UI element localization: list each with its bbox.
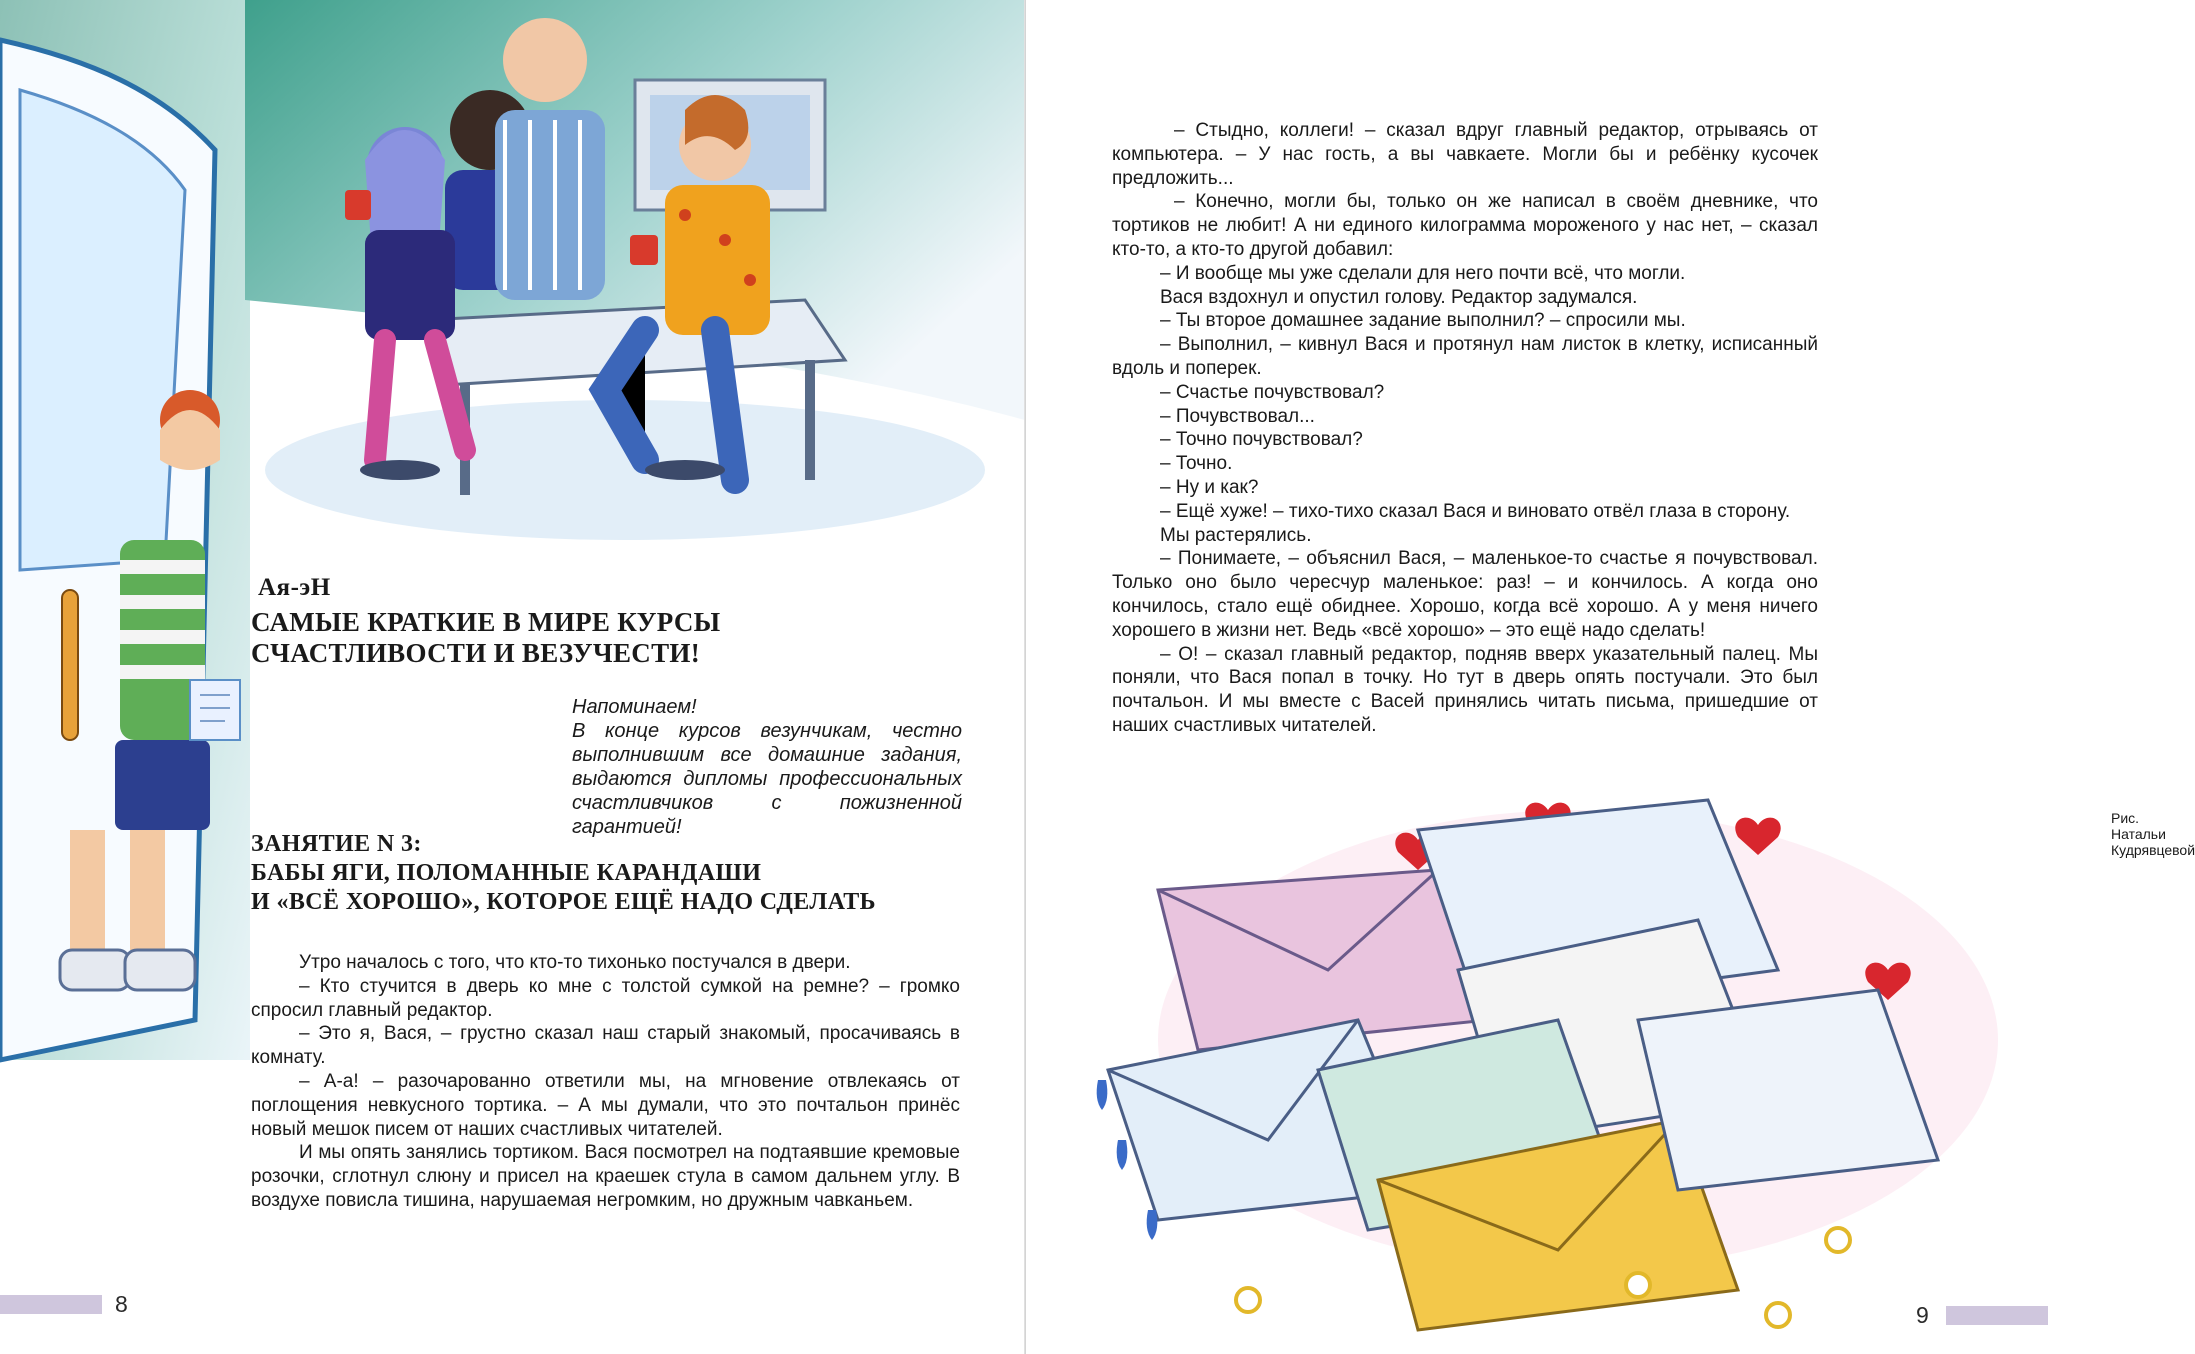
- story-paragraph: – Счастье почувствовал?: [1160, 381, 1385, 403]
- story-paragraph: – Конечно, могли бы, только он же написал в своём дневнике, что тортиков не любит! А ни единого килограмма мороженого у нас нет, – сказал кто-то, а кто-то другой добавил:: [1112, 191, 1818, 260]
- lesson-heading-line: ЗАНЯТИЕ N 3:: [251, 831, 422, 857]
- letters-illustration: [1078, 770, 2023, 1354]
- story-paragraph: Мы растерялись.: [1160, 524, 1312, 546]
- lesson-heading: [251, 830, 931, 917]
- author-name: Ая-эН: [258, 574, 331, 601]
- story-paragraph: – А-а! – разочарованно ответили мы, на мгновение отвлекаясь от поглощения невкусного тортика. – А мы думали, что это почтальон принёс новый мешок писем от наших счастливых читателей.: [251, 1070, 960, 1140]
- story-paragraph: – Ещё хуже! – тихо-тихо сказал Вася и виновато отвёл глаза в сторону.: [1160, 500, 1791, 522]
- lesson-heading-line: И «ВСЁ ХОРОШО», КОТОРОЕ ЕЩЁ НАДО СДЕЛАТЬ: [251, 889, 876, 915]
- lesson-heading-line: БАБЫ ЯГИ, ПОЛОМАННЫЕ КАРАНДАШИ: [251, 860, 762, 886]
- page-accent-bar: [1946, 1306, 2048, 1325]
- reminder-heading: Напоминаем!: [572, 696, 697, 718]
- door-boy-illustration: [0, 0, 250, 1060]
- right-story-text: [1112, 119, 1818, 738]
- left-story-text: [251, 951, 960, 1213]
- story-paragraph: – Кто стучится в дверь ко мне с толстой сумкой на ремне? – громко спросил главный редактор.: [251, 975, 960, 1021]
- left-page: [0, 0, 1026, 1354]
- story-paragraph: – Это я, Вася, – грустно сказал наш старый знакомый, просачиваясь в комнату.: [251, 1023, 960, 1069]
- story-paragraph: И мы опять занялись тортиком. Вася посмотрел на подтаявшие кремовые розочки, сглотнул слюну и присел на краешек стула в самом дальнем углу. В воздухе повисла тишина, нарушаемая негромким, но дружным чавканьем.: [251, 1142, 960, 1211]
- page-number: 9: [1916, 1302, 1929, 1328]
- page-accent-bar: [0, 1295, 102, 1314]
- story-paragraph: – Стыдно, коллеги! – сказал вдруг главный редактор, отрываясь от компьютера. – У нас гость, а вы чавкаете. Могли бы и ребёнку кусочек предложить...: [1112, 120, 1818, 189]
- story-paragraph: Вася вздохнул и опустил голову. Редактор задумался.: [1160, 286, 1638, 308]
- page-number: 8: [115, 1291, 128, 1317]
- reminder-note: [572, 695, 962, 839]
- story-paragraph: – О! – сказал главный редактор, подняв вверх указательный палец. Мы поняли, что Вася попал в точку. Но тут в дверь опять постучали. Это был почтальон. И мы вместе с Васей принялись читать письма, пришедшие от наших счастливых читателей.: [1112, 643, 1818, 736]
- story-paragraph: Утро началось с того, что кто-то тихонько постучался в двери.: [299, 952, 851, 973]
- title-line: САМЫЕ КРАТКИЕ В МИРЕ КУРСЫ: [251, 607, 721, 637]
- story-paragraph: – И вообще мы уже сделали для него почти всё, что могли.: [1160, 262, 1686, 284]
- story-paragraph: – Точно.: [1160, 453, 1233, 475]
- story-paragraph: – Почувствовал...: [1160, 405, 1315, 427]
- story-paragraph: – Ну и как?: [1160, 476, 1259, 498]
- reminder-body: В конце курсов везунчикам, честно выполнившим все домашние задания, выдаются дипломы профессиональных счастливчиков с пожизненной гарантией!: [572, 720, 962, 838]
- story-paragraph: – Выполнил, – кивнул Вася и протянул нам листок в клетку, исписанный вдоль и поперек.: [1112, 334, 1818, 379]
- title-line: СЧАСТЛИВОСТИ И ВЕЗУЧЕСТИ!: [251, 638, 700, 668]
- illustration-credit: Рис. Натальи Кудрявцевой: [2111, 810, 2195, 858]
- story-paragraph: – Ты второе домашнее задание выполнил? – спросили мы.: [1160, 310, 1686, 332]
- article-title: [251, 607, 871, 669]
- story-paragraph: – Понимаете, – объяснил Вася, – маленькое-то счастье я почувствовал. Только оно было чересчур маленькое: раз! – и кончилось. А когда оно кончилось, стало ещё обиднее. Хорошо, когда всё хорошо. А у меня ничего хорошего в жизни нет. Ведь «всё хорошо» – это ещё надо сделать!: [1112, 548, 1818, 641]
- right-page: [1026, 0, 2195, 1354]
- office-illustration: [245, 0, 1025, 585]
- story-paragraph: – Точно почувствовал?: [1160, 429, 1363, 451]
